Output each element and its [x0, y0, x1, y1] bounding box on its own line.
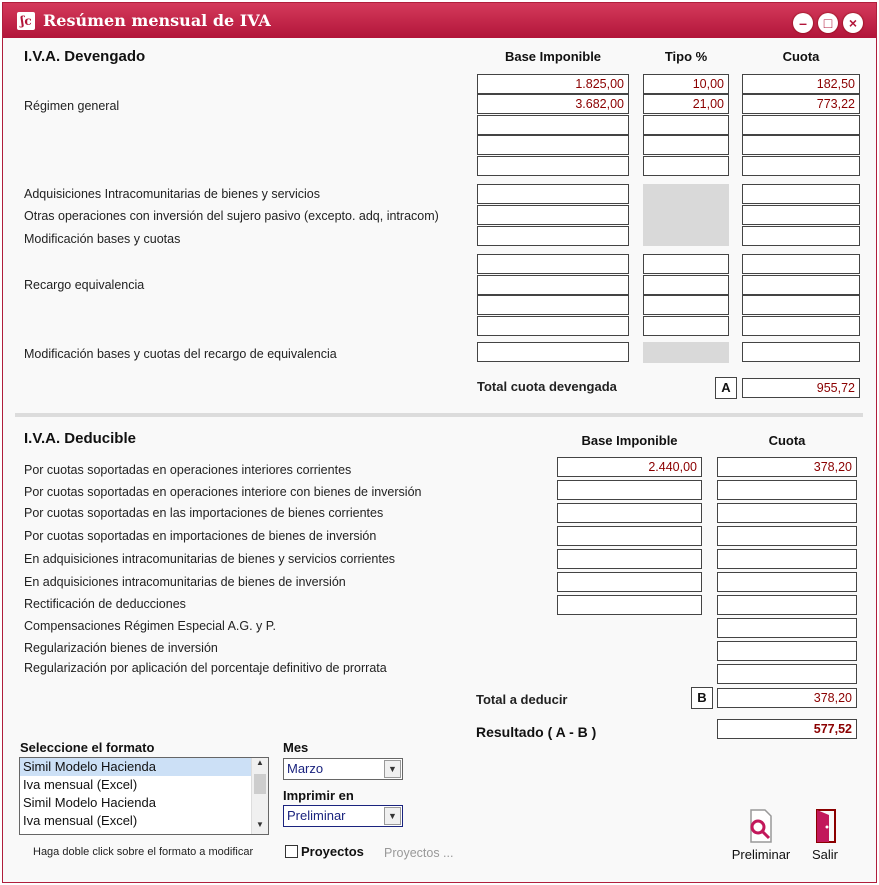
mod-base[interactable]	[477, 226, 629, 246]
proyectos-label: Proyectos	[301, 844, 364, 859]
ded-base-6[interactable]	[557, 572, 702, 592]
mod-cuota[interactable]	[742, 226, 860, 246]
content-area	[3, 38, 876, 883]
recargo-tipo-3[interactable]	[643, 295, 729, 315]
exit-label: Salir	[811, 847, 838, 862]
magnifier-document-icon	[743, 808, 779, 844]
adq-base[interactable]	[477, 184, 629, 204]
mes-select[interactable]	[283, 758, 403, 780]
scroll-down-icon[interactable]: ▼	[256, 820, 264, 829]
mod-recargo-base[interactable]	[477, 342, 629, 362]
total-devengada-label: Total cuota devengada	[477, 379, 617, 394]
regimen-cuota-1[interactable]: 182,50	[742, 74, 860, 94]
recargo-base-2[interactable]	[477, 275, 629, 295]
proyectos-checkbox[interactable]	[285, 845, 298, 858]
ded-cuota-1[interactable]: 378,20	[717, 457, 857, 477]
ded-base-1[interactable]: 2.440,00	[557, 457, 702, 477]
ded-cuota-5[interactable]	[717, 549, 857, 569]
recargo-tipo-1[interactable]	[643, 254, 729, 274]
recargo-cuota-3[interactable]	[742, 295, 860, 315]
devengado-heading: I.V.A. Devengado	[24, 48, 146, 65]
recargo-tipo-4[interactable]	[643, 316, 729, 336]
resultado-value: 577,52	[717, 719, 857, 739]
exit-door-icon	[807, 808, 843, 844]
proyectos-link[interactable]: Proyectos ...	[384, 846, 454, 860]
preview-button[interactable]	[729, 808, 793, 868]
ded-row-label: Regularización por aplicación del porcentaje definitivo de prorrata	[24, 661, 387, 675]
modificacion-label: Modificación bases y cuotas	[24, 232, 181, 246]
ded-cuota-4[interactable]	[717, 526, 857, 546]
regimen-base-1[interactable]: 1.825,00	[477, 74, 629, 94]
format-label: Seleccione el formato	[20, 740, 155, 755]
chevron-down-icon[interactable]: ▼	[384, 807, 401, 825]
scroll-thumb[interactable]	[254, 774, 266, 794]
ded-cuota-10[interactable]	[717, 664, 857, 684]
regimen-base-2[interactable]: 3.682,00	[477, 94, 629, 114]
recargo-tipo-2[interactable]	[643, 275, 729, 295]
ded-row-label: En adquisiciones intracomunitarias de bienes y servicios corrientes	[24, 552, 396, 566]
total-deducir-label: Total a deducir	[476, 692, 568, 707]
col-base-header: Base Imponible	[504, 49, 602, 64]
adq-cuota[interactable]	[742, 184, 860, 204]
ded-base-4[interactable]	[557, 526, 702, 546]
regimen-tipo-5[interactable]	[643, 156, 729, 176]
recargo-base-4[interactable]	[477, 316, 629, 336]
format-item[interactable]: Simil Modelo Hacienda	[23, 795, 156, 810]
ded-cuota-9[interactable]	[717, 641, 857, 661]
format-hint: Haga doble click sobre el formato a modificar	[33, 846, 254, 858]
marker-a: A	[715, 377, 737, 399]
regimen-cuota-5[interactable]	[742, 156, 860, 176]
regimen-base-3[interactable]	[477, 115, 629, 135]
preview-label: Preliminar	[731, 847, 791, 862]
ded-row-label: Regularización bienes de inversión	[24, 641, 218, 655]
resultado-label: Resultado ( A - B )	[476, 724, 597, 740]
regimen-base-4[interactable]	[477, 135, 629, 155]
regimen-tipo-4[interactable]	[643, 135, 729, 155]
ded-cuota-7[interactable]	[717, 595, 857, 615]
exit-button[interactable]	[801, 808, 849, 868]
mod-recargo-label: Modificación bases y cuotas del recargo de equivalencia	[24, 347, 337, 361]
scroll-up-icon[interactable]: ▲	[256, 758, 264, 767]
col-tipo-header: Tipo %	[664, 49, 708, 64]
close-button[interactable]: ×	[843, 13, 863, 33]
ded-row-label: Por cuotas soportadas en las importaciones de bienes corrientes	[24, 506, 384, 520]
ded-cuota-6[interactable]	[717, 572, 857, 592]
section-divider	[15, 413, 863, 417]
mod-recargo-cuota[interactable]	[742, 342, 860, 362]
format-item[interactable]: Simil Modelo Hacienda	[20, 758, 268, 776]
ded-base-5[interactable]	[557, 549, 702, 569]
regimen-general-label: Régimen general	[24, 99, 120, 113]
mes-value: Marzo	[287, 761, 324, 776]
recargo-cuota-1[interactable]	[742, 254, 860, 274]
format-scrollbar[interactable]	[251, 758, 268, 834]
ded-base-2[interactable]	[557, 480, 702, 500]
ded-row-label: En adquisiciones intracomunitarias de bienes de inversión	[24, 575, 346, 589]
otras-cuota[interactable]	[742, 205, 860, 225]
ded-row-label: Compensaciones Régimen Especial A.G. y P.	[24, 619, 276, 633]
mod-recargo-tipo-disabled	[643, 342, 729, 363]
title-bar[interactable]	[3, 3, 876, 38]
ded-row-label: Por cuotas soportadas en operaciones interiore con bienes de inversión	[24, 485, 422, 499]
regimen-tipo-3[interactable]	[643, 115, 729, 135]
minimize-button[interactable]: –	[793, 13, 813, 33]
tipo-disabled-block	[643, 184, 729, 246]
regimen-cuota-3[interactable]	[742, 115, 860, 135]
otras-base[interactable]	[477, 205, 629, 225]
ded-row-label: Por cuotas soportadas en operaciones interiores corrientes	[24, 463, 352, 477]
recargo-cuota-2[interactable]	[742, 275, 860, 295]
ded-col-base-header: Base Imponible	[581, 433, 678, 448]
regimen-base-5[interactable]	[477, 156, 629, 176]
format-item[interactable]: Iva mensual (Excel)	[23, 813, 138, 828]
recargo-cuota-4[interactable]	[742, 316, 860, 336]
ded-base-7[interactable]	[557, 595, 702, 615]
maximize-button[interactable]: □	[818, 13, 838, 33]
otras-operaciones-label: Otras operaciones con inversión del sujero pasivo (excepto. adq, intracom)	[24, 209, 439, 223]
ded-base-3[interactable]	[557, 503, 702, 523]
format-item[interactable]: Iva mensual (Excel)	[23, 777, 138, 792]
regimen-tipo-2[interactable]: 21,00	[643, 94, 729, 114]
marker-b: B	[691, 687, 713, 709]
recargo-base-3[interactable]	[477, 295, 629, 315]
ded-col-cuota-header: Cuota	[768, 433, 806, 448]
app-logo-icon: ʃc	[17, 12, 35, 30]
adq-intracom-label: Adquisiciones Intracomunitarias de bienes y servicios	[24, 187, 320, 201]
imprimir-label: Imprimir en	[283, 788, 354, 803]
main-window	[2, 2, 877, 883]
format-list[interactable]	[19, 757, 269, 835]
deducible-heading: I.V.A. Deducible	[24, 430, 136, 447]
ded-row-label: Rectificación de deducciones	[24, 597, 186, 611]
ded-cuota-2[interactable]	[717, 480, 857, 500]
col-cuota-header: Cuota	[782, 49, 820, 64]
ded-cuota-3[interactable]	[717, 503, 857, 523]
total-deducir-value: 378,20	[717, 688, 857, 708]
total-devengada-value: 955,72	[742, 378, 860, 398]
chevron-down-icon[interactable]: ▼	[384, 760, 401, 778]
regimen-cuota-4[interactable]	[742, 135, 860, 155]
regimen-cuota-2[interactable]: 773,22	[742, 94, 860, 114]
recargo-label: Recargo equivalencia	[24, 278, 145, 292]
mes-label: Mes	[283, 740, 309, 755]
imprimir-value: Preliminar	[287, 808, 346, 823]
imprimir-select[interactable]	[283, 805, 403, 827]
recargo-base-1[interactable]	[477, 254, 629, 274]
ded-row-label: Por cuotas soportadas en importaciones de bienes de inversión	[24, 529, 377, 543]
ded-cuota-8[interactable]	[717, 618, 857, 638]
window-title: Resúmen mensual de IVA	[43, 11, 271, 30]
regimen-tipo-1[interactable]: 10,00	[643, 74, 729, 94]
